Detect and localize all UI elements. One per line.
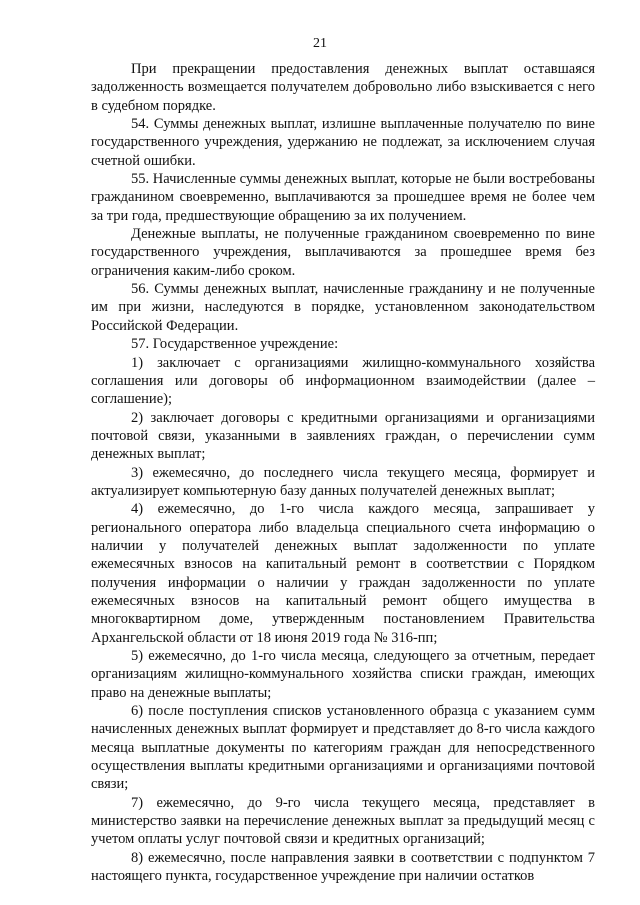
paragraph-55: 55. Начисленные суммы денежных выплат, которые не были востребованы гражданином своевременно, выплачиваются за прошедшее время не более чем за три года, предшествующие обращению за их получением.	[91, 171, 595, 224]
paragraph-54: 54. Суммы денежных выплат, излишне выплаченные получателю по вине государственного учреждения, удержанию не подлежат, за исключением случая счетной ошибки.	[91, 116, 595, 169]
paragraph-56: 56. Суммы денежных выплат, начисленные гражданину и не полученные им при жизни, наследуются в порядке, установленном законодательством Российской Федерации.	[91, 281, 595, 334]
paragraph-57-item-1: 1) заключает с организациями жилищно-коммунального хозяйства соглашения или договоры об информационном взаимодействии (далее – соглашение);	[91, 354, 595, 408]
paragraph-57-item-2: 2) заключает договоры с кредитными организациями и организациями почтовой связи, указанными в заявлениях граждан, о перечислении сумм денежных выплат;	[91, 409, 595, 463]
paragraph-55-unclaimed: Денежные выплаты, не полученные гражданином своевременно по вине государственного учреждения, выплачиваются за прошедшее время без ограничения каким-либо сроком.	[91, 226, 595, 279]
paragraph-57-item-3: 3) ежемесячно, до последнего числа текущего месяца, формирует и актуализирует компьютерную базу данных получателей денежных выплат;	[91, 464, 595, 499]
page-number: 21	[313, 36, 327, 51]
paragraph-57-item-4: 4) ежемесячно, до 1-го числа каждого месяца, запрашивает у регионального оператора либо владельца специального счета информацию о наличии у получателей денежных выплат задолженности по уплате ежемесячных взносов на капитальный ремонт в соответствии с Порядком получения информации о наличии у граждан задолженности по уплате ежемесячных взносов на капитальный ремонт общего имущества в многоквартирном доме, утвержденным постановлением Правительства Архангельской области от 18 июня 2019 года № 316-пп;	[91, 501, 595, 646]
paragraph-57-item-7: 7) ежемесячно, до 9-го числа текущего месяца, представляет в министерство заявки на перечисление денежных выплат за предыдущий месяц с учетом оплаты услуг почтовой связи и кредитных организаций;	[91, 794, 595, 848]
paragraph-repayment-continuation: При прекращении предоставления денежных выплат оставшаяся задолженность возмещается получателем добровольно либо взыскивается с него в судебном порядке.	[91, 61, 595, 114]
paragraph-57-item-5: 5) ежемесячно, до 1-го числа месяца, следующего за отчетным, передает организациям жилищно-коммунального хозяйства списки граждан, имеющих право на денежные выплаты;	[91, 648, 595, 701]
document-body	[91, 60, 595, 885]
paragraph-57-item-6: 6) после поступления списков установленного образца с указанием сумм начисленных денежных выплат формирует и представляет до 8-го числа каждого месяца выплатные документы по категориям граждан для непосредственного осуществления выплаты кредитными организациями и организациями почтовой связи;	[91, 703, 595, 793]
paragraph-57-item-8: 8) ежемесячно, после направления заявки в соответствии с подпунктом 7 настоящего пункта, государственное учреждение при наличии остатков	[91, 849, 595, 885]
paragraph-57: 57. Государственное учреждение:	[131, 336, 339, 353]
